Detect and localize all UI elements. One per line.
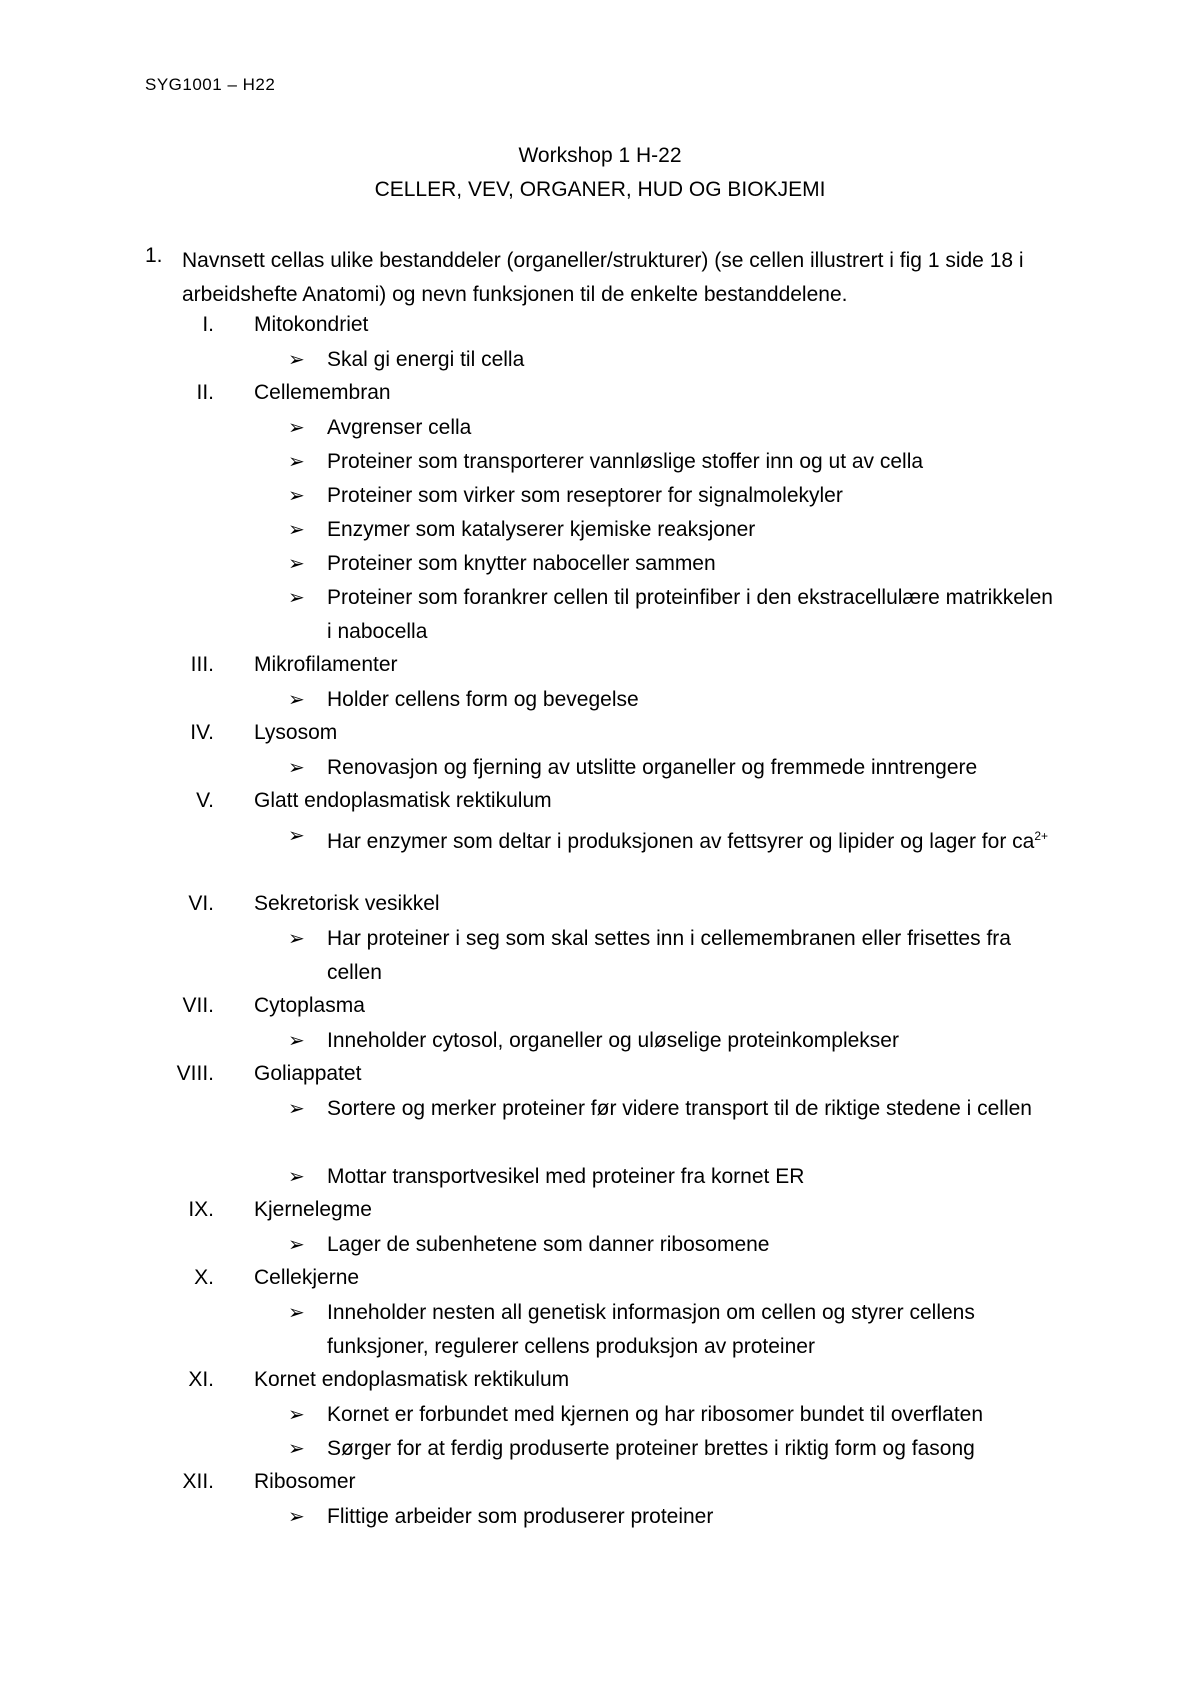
organelle-heading: Sekretorisk vesikkel: [254, 892, 440, 915]
roman-numeral: X.: [194, 1266, 214, 1289]
organelle-heading: Mikrofilamenter: [254, 653, 398, 676]
function-bullet: Skal gi energi til cella: [327, 348, 525, 371]
function-bullet: Sørger for at ferdig produserte proteiner brettes i riktig form og fasong: [327, 1437, 975, 1460]
roman-numeral: XII.: [182, 1470, 214, 1493]
function-bullet: Holder cellens form og bevegelse: [327, 688, 639, 711]
arrow-bullet-icon: ➢: [288, 417, 305, 439]
roman-numeral: V.: [196, 789, 214, 812]
question-text: Navnsett cellas ulike bestanddeler (organeller/strukturer) (se cellen illustrert i fig 1 side 18 i arbeidshefte Anatomi) og nevn funksjonen til de enkelte bestanddelene.: [182, 249, 1024, 306]
function-bullet: Mottar transportvesikel med proteiner fra kornet ER: [327, 1165, 805, 1188]
roman-numeral: I.: [202, 313, 214, 336]
organelle-heading: Lysosom: [254, 721, 338, 744]
function-bullet: Proteiner som forankrer cellen til proteinfiber i den ekstracellulære matrikkelen i nabocella: [327, 586, 1053, 643]
arrow-bullet-icon: ➢: [288, 587, 305, 609]
roman-numeral: VII.: [182, 994, 214, 1017]
function-bullet: Har proteiner i seg som skal settes inn i cellemembranen eller frisettes fra cellen: [327, 927, 1011, 984]
arrow-bullet-icon: ➢: [288, 553, 305, 575]
arrow-bullet-icon: ➢: [288, 689, 305, 711]
roman-numeral: II.: [196, 381, 214, 404]
organelle-heading: Glatt endoplasmatisk rektikulum: [254, 789, 552, 812]
arrow-bullet-icon: ➢: [288, 757, 305, 779]
function-bullet-text: Har enzymer som deltar i produksjonen av fettsyrer og lipider og lager for ca: [327, 830, 1035, 853]
arrow-bullet-icon: ➢: [288, 1438, 305, 1460]
function-bullet: Renovasjon og fjerning av utslitte organeller og fremmede inntrengere: [327, 756, 978, 779]
organelle-heading: Cellemembran: [254, 381, 391, 404]
arrow-bullet-icon: ➢: [288, 519, 305, 541]
document-title: Workshop 1 H-22: [518, 144, 682, 167]
roman-numeral: IV.: [190, 721, 214, 744]
organelle-heading: Mitokondriet: [254, 313, 369, 336]
function-bullet: Lager de subenhetene som danner ribosomene: [327, 1233, 770, 1256]
roman-numeral: III.: [190, 653, 214, 676]
document-subtitle: CELLER, VEV, ORGANER, HUD OG BIOKJEMI: [374, 178, 826, 201]
question-number: 1.: [145, 244, 163, 267]
organelle-heading: Ribosomer: [254, 1470, 356, 1493]
function-bullet: Sortere og merker proteiner før videre transport til de riktige stedene i cellen: [327, 1097, 1032, 1120]
organelle-heading: Cellekjerne: [254, 1266, 360, 1289]
arrow-bullet-icon: ➢: [288, 1030, 305, 1052]
arrow-bullet-icon: ➢: [288, 928, 305, 950]
arrow-bullet-icon: ➢: [288, 451, 305, 473]
function-bullet: Inneholder cytosol, organeller og uløselige proteinkomplekser: [327, 1029, 899, 1052]
arrow-bullet-icon: ➢: [288, 1302, 305, 1324]
roman-numeral: VIII.: [176, 1062, 214, 1085]
function-bullet: [327, 819, 1057, 859]
function-bullet: Enzymer som katalyserer kjemiske reaksjoner: [327, 518, 756, 541]
function-bullet: Avgrenser cella: [327, 416, 472, 439]
organelle-heading: Cytoplasma: [254, 994, 365, 1017]
page-header: SYG1001 – H22: [145, 75, 276, 94]
function-bullet: Proteiner som virker som reseptorer for signalmolekyler: [327, 484, 843, 507]
function-bullet: Proteiner som transporterer vannløslige stoffer inn og ut av cella: [327, 450, 924, 473]
arrow-bullet-icon: ➢: [288, 485, 305, 507]
roman-numeral: VI.: [188, 892, 214, 915]
arrow-bullet-icon: ➢: [288, 1166, 305, 1188]
function-bullet: Inneholder nesten all genetisk informasjon om cellen og styrer cellens funksjoner, regulerer cellens produksjon av proteiner: [327, 1301, 975, 1358]
arrow-bullet-icon: ➢: [288, 349, 305, 371]
roman-numeral: XI.: [188, 1368, 214, 1391]
function-bullet: Proteiner som knytter naboceller sammen: [327, 552, 716, 575]
organelle-heading: Kjernelegme: [254, 1198, 372, 1221]
function-bullet: Kornet er forbundet med kjernen og har ribosomer bundet til overflaten: [327, 1403, 984, 1426]
arrow-bullet-icon: ➢: [288, 825, 305, 847]
arrow-bullet-icon: ➢: [288, 1506, 305, 1528]
organelle-heading: Kornet endoplasmatisk rektikulum: [254, 1368, 570, 1391]
arrow-bullet-icon: ➢: [288, 1098, 305, 1120]
roman-numeral: IX.: [188, 1198, 214, 1221]
arrow-bullet-icon: ➢: [288, 1404, 305, 1426]
organelle-heading: Goliappatet: [254, 1062, 362, 1085]
ion-charge: 2+: [1034, 829, 1049, 843]
arrow-bullet-icon: ➢: [288, 1234, 305, 1256]
function-bullet: Flittige arbeider som produserer proteiner: [327, 1505, 714, 1528]
